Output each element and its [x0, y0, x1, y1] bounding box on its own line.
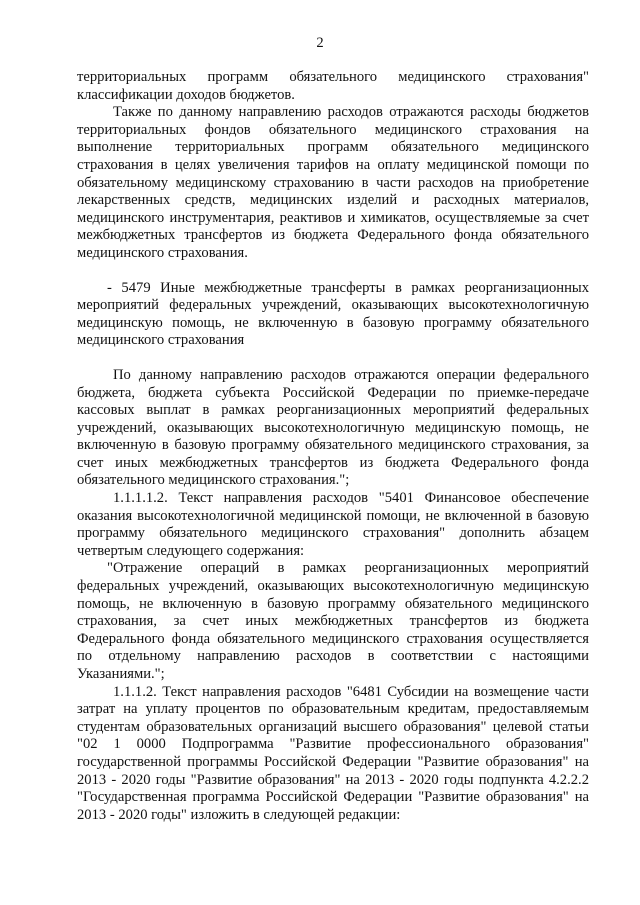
- paragraph-item-1-1-1-2: 1.1.1.2. Текст направления расходов "6481 Субсидии на возмещение части затрат на уплату процентов по образовательным кредитам, предоставляемым студентам образовательных организаций высшего образования" целевой статьи "02 1 0000 Подпрограмма "Развитие профессионального образования" государственной программы Российской Федерации "Развитие образования" на 2013 - 2020 годы "Развитие образования" на 2013 - 2020 годы подпункта 4.2.2.2 "Государственная программа Российской Федерации "Развитие образования" на 2013 - 2020 годы" изложить в следующей редакции:: [77, 683, 589, 823]
- paragraph-spacer: [77, 263, 589, 280]
- document-body: [77, 69, 589, 824]
- paragraph-tfoms-expenses: Также по данному направлению расходов отражаются расходы бюджетов территориальных фондов обязательного медицинского страхования на выполнение территориальных программ обязательного медицинского страхования в целях увеличения тарифов на оплату медицинской помощи по обязательному медицинскому страхованию в части расходов на приобретение лекарственных средств, медицинских изделий и расходных материалов, медицинского инструментария, реактивов и химикатов, осуществляемые за счет межбюджетных трансфертов из бюджета Федерального фонда обязательного медицинского страхования.: [77, 104, 589, 261]
- paragraph-continuation: территориальных программ обязательного медицинского страхования" классификации доходов бюджетов.: [77, 69, 589, 103]
- page-number: 2: [316, 35, 324, 51]
- paragraph-direction-description: По данному направлению расходов отражаются операции федерального бюджета, бюджета субъекта Российской Федерации по приемке-передаче кассовых выплат в рамках реорганизационных мероприятий федеральных учреждений, оказывающих высокотехнологичную медицинскую помощь, не включенную в базовую программу обязательного медицинского страхования, за счет иных межбюджетных трансфертов из бюджета Федерального фонда обязательного медицинского страхования.";: [77, 366, 589, 489]
- paragraph-quoted-addition: "Отражение операций в рамках реорганизационных мероприятий федеральных учреждений, оказывающих высокотехнологичную медицинскую помощь, не включенную в базовую программу обязательного медицинского страхования, за счет иных межбюджетных трансфертов из бюджета Федерального фонда обязательного медицинского страхования осуществляется по отдельному направлению расходов в соответствии с настоящими Указаниями.";: [77, 560, 589, 682]
- paragraph-item-1-1-1-1-2: 1.1.1.1.2. Текст направления расходов "5401 Финансовое обеспечение оказания высокотехнологичной медицинской помощи, не включенной в базовую программу обязательного медицинского страхования" дополнить абзацем четвертым следующего содержания:: [77, 490, 589, 559]
- paragraph-direction-5479: - 5479 Иные межбюджетные трансферты в рамках реорганизационных мероприятий федеральных учреждений, оказывающих высокотехнологичную медицинскую помощь, не включенную в базовую программу обязательного медицинского страхования: [77, 279, 589, 349]
- paragraph-spacer: [77, 350, 589, 367]
